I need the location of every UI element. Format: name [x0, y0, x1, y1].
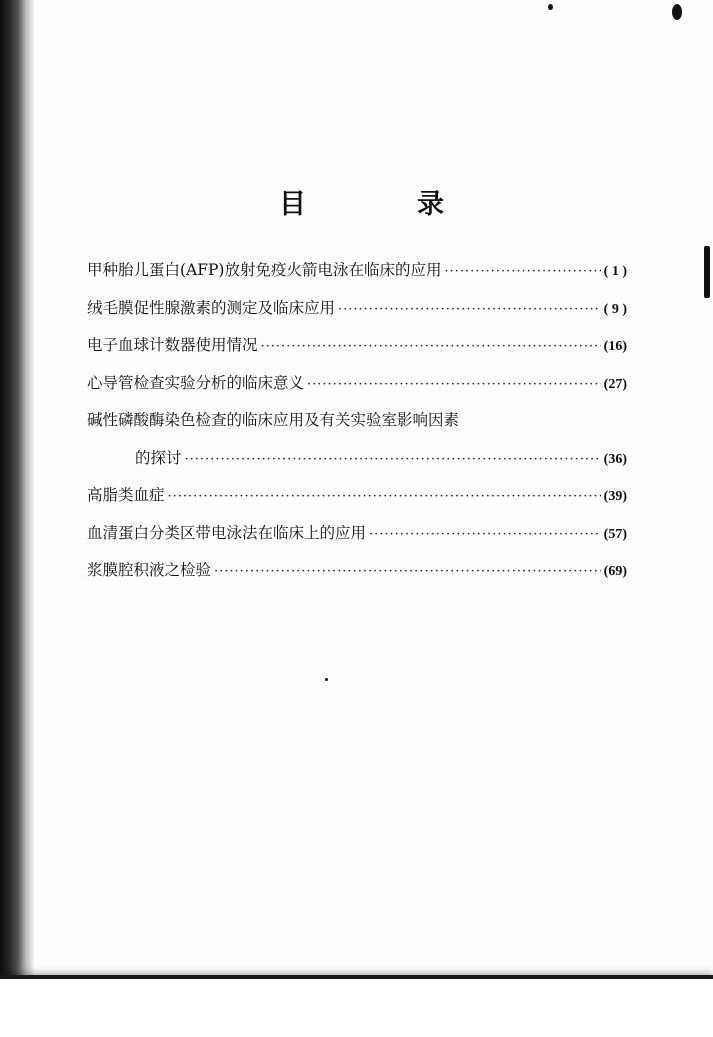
toc-entry	[87, 333, 627, 371]
scan-speck	[672, 4, 682, 20]
toc-entry	[87, 258, 627, 296]
toc-entry	[87, 408, 627, 446]
toc-entry-title: 绒毛膜促性腺激素的测定及临床应用	[87, 298, 336, 317]
toc-leader-dots	[168, 489, 601, 504]
toc-entry-title: 碱性磷酸酶染色检查的临床应用及有关实验室影响因素	[87, 411, 460, 429]
table-of-contents	[87, 258, 627, 596]
toc-entry	[87, 371, 627, 409]
toc-leader-dots	[307, 377, 601, 392]
toc-page-number: (57)	[603, 526, 627, 542]
toc-leader-dots	[214, 564, 601, 579]
toc-entry-title: 电子血球计数器使用情况	[87, 336, 258, 354]
toc-leader-dots	[338, 302, 601, 317]
toc-leader-dots	[369, 527, 601, 542]
toc-entry	[87, 558, 627, 596]
scan-speck	[325, 678, 328, 681]
toc-entry-title: 心导管检查实验分析的临床意义	[87, 373, 305, 392]
toc-page-number: (16)	[603, 339, 627, 354]
toc-page-number: ( 9 )	[603, 301, 627, 317]
scan-speck	[548, 4, 553, 10]
toc-entry-title: 血清蛋白分类区带电泳法在临床上的应用	[87, 523, 367, 542]
toc-leader-dots	[261, 339, 601, 354]
toc-entry-title: 高脂类血症	[87, 486, 165, 504]
toc-entry-title: 浆膜腔积液之检验	[87, 561, 212, 579]
scan-speck	[704, 246, 710, 298]
toc-leader-dots	[444, 264, 600, 279]
toc-page-number: (69)	[603, 564, 627, 579]
toc-entry	[87, 296, 627, 334]
page-title: 目 录	[279, 189, 486, 220]
toc-page-number: (36)	[603, 451, 627, 467]
toc-entry-title: 甲种胎儿蛋白(AFP)放射免疫火箭电泳在临床的应用	[87, 261, 442, 279]
toc-entry-continuation	[87, 446, 627, 484]
toc-entry	[87, 521, 627, 559]
toc-page-number: (39)	[603, 489, 627, 504]
scan-bottom-edge	[0, 975, 713, 1037]
toc-leader-dots	[185, 452, 601, 467]
toc-page-number: ( 1 )	[603, 264, 627, 279]
scan-binding-edge	[0, 0, 34, 980]
toc-page-number: (27)	[603, 376, 627, 392]
toc-entry	[87, 483, 627, 521]
toc-entry-title: 的探讨	[135, 448, 182, 467]
